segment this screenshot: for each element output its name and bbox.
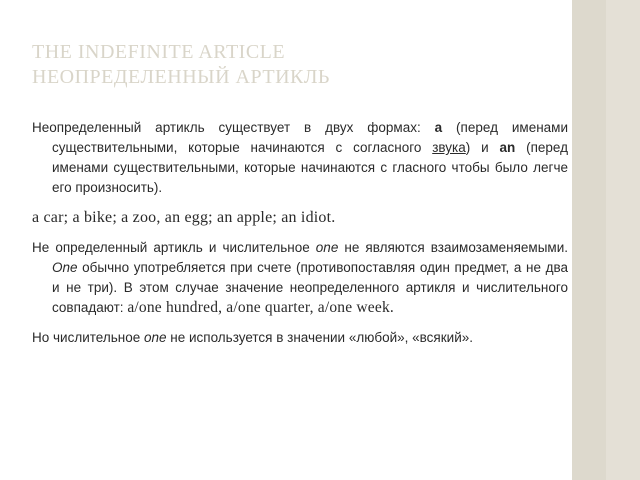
article-a-bold: a (434, 120, 443, 135)
exception-text-2: не используется в значении «любой», «всякий». (166, 330, 473, 345)
paragraph-exception (32, 328, 568, 348)
right-decorative-band-inner (606, 0, 640, 480)
title-line-russian: НЕОПРЕДЕЛЕННЫЙ АРТИКЛЬ (32, 66, 330, 88)
numeral-text-2: не являются взаимозаменяемыми. (338, 240, 568, 255)
paragraph-numeral-one (32, 238, 568, 318)
definition-text-2: (перед именами существительными, которые начинаются с согласного (52, 120, 568, 155)
italic-one-exception: one (143, 330, 167, 345)
definition-text-3: ) и (465, 140, 500, 155)
exception-text-1: Но числительное (32, 330, 144, 345)
numeral-text-3: обычно употребляется при счете (противопоставляя один предмет, а не два и не три). В этом случае значение неопределенного артикля и числительного совпадают: (52, 260, 568, 315)
paragraph-definition (32, 118, 568, 198)
italic-one-lower: one (315, 240, 339, 255)
paragraph-examples (32, 208, 568, 228)
numeral-text-1: Не определенный артикль и числительное (32, 240, 316, 255)
right-decorative-band (572, 0, 640, 480)
definition-text-1: Неопределенный артикль существует в двух формах: (32, 120, 435, 135)
slide-title (32, 40, 552, 90)
underlined-word-zvuka: звука (432, 140, 466, 155)
italic-one-upper: One (52, 260, 78, 275)
slide-body (32, 118, 568, 358)
article-an-bold: an (499, 140, 516, 155)
definition-text-4: (перед именами существительными, которые начинаются с гласного чтобы было легче его произносить). (52, 140, 568, 195)
title-line-english: THE INDEFINITE ARTICLE (32, 41, 286, 63)
examples-text: a car; a bike; a zoo, an egg; an apple; an idiot. (32, 209, 336, 226)
numeral-examples-text: a/one hundred, a/one quarter, a/one week. (127, 299, 394, 316)
